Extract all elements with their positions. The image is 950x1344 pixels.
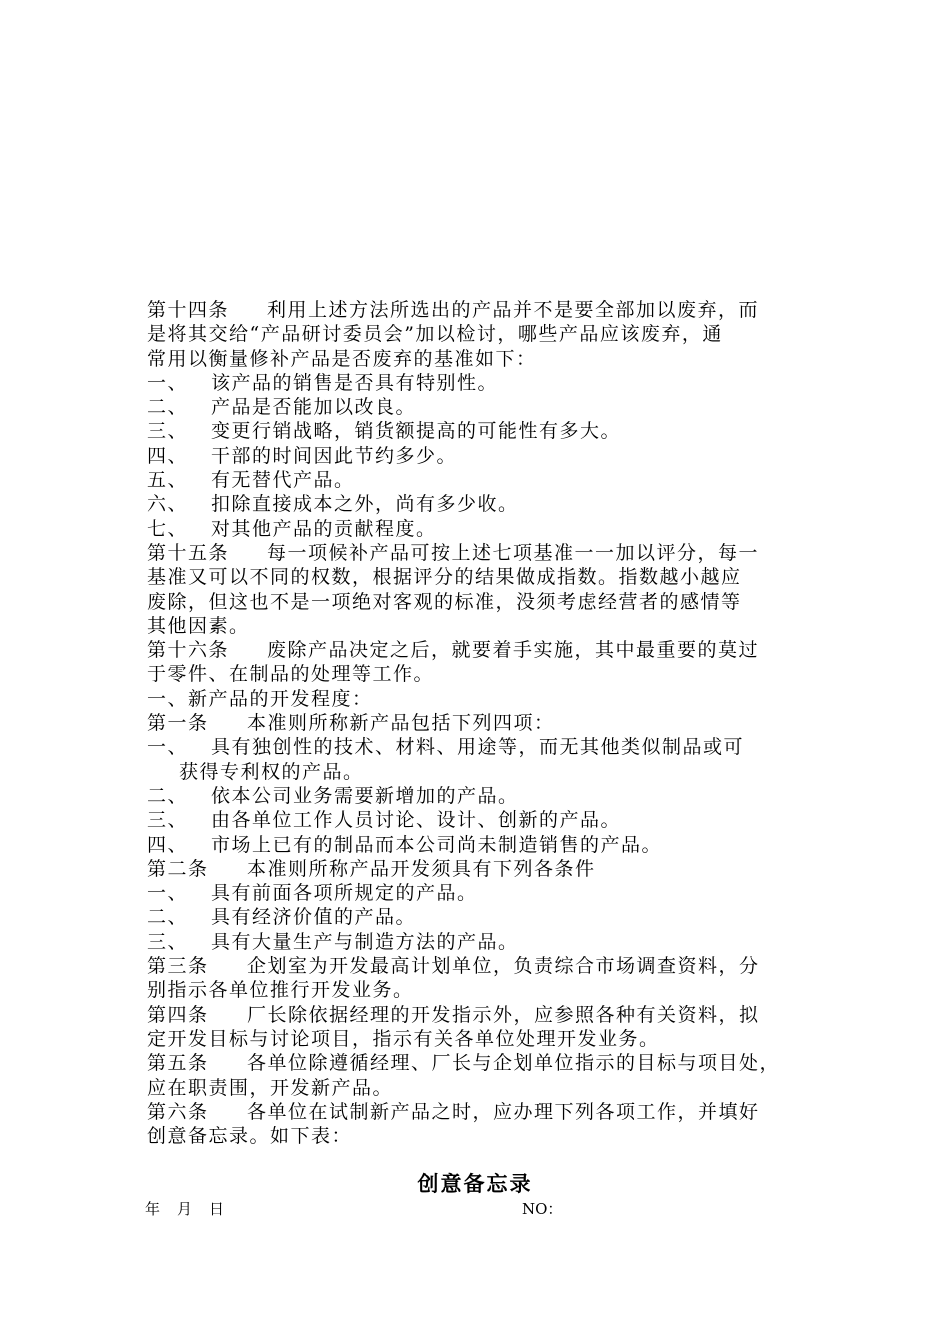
list-marker: 三、 xyxy=(147,930,189,953)
list-item xyxy=(147,930,817,954)
article-14 xyxy=(147,298,817,371)
list-marker: 三、 xyxy=(147,809,189,832)
list-item xyxy=(147,419,817,443)
paragraph-line: 基准又可以不同的权数，根据评分的结果做成指数。指数越小越应 xyxy=(147,566,742,589)
list-text: 对其他产品的贡献程度。 xyxy=(211,517,437,540)
list-text: 有无替代产品。 xyxy=(211,469,355,492)
list-marker: 三、 xyxy=(147,420,189,443)
list-marker: 七、 xyxy=(147,517,189,540)
paragraph-line: 创意备忘录。如下表： xyxy=(147,1125,353,1148)
paragraph-line: 本准则所称产品开发须具有下列各条件 xyxy=(247,857,596,880)
article-5 xyxy=(147,1051,817,1100)
list-item xyxy=(147,833,817,857)
paragraph-line: 本准则所称新产品包括下列四项： xyxy=(247,712,555,735)
list-marker: 一、 xyxy=(147,882,189,905)
article-heading: 第六条 xyxy=(147,1100,209,1123)
memo-number-label: NO： xyxy=(522,1200,563,1218)
article-1 xyxy=(147,711,817,735)
list-text: 市场上已有的制品而本公司尚未制造销售的产品。 xyxy=(211,833,663,856)
list-item xyxy=(147,492,817,516)
article-3 xyxy=(147,954,817,1003)
article-16 xyxy=(147,638,817,687)
list-item xyxy=(147,395,817,419)
paragraph-line: 废除，但这也不是一项绝对客观的标准，没须考虑经营者的感情等 xyxy=(147,590,742,613)
paragraph-line: 企划室为开发最高计划单位，负责综合市场调查资料，分 xyxy=(247,955,760,978)
list-item-first-line xyxy=(147,735,817,759)
list-text: 干部的时间因此节约多少。 xyxy=(211,444,458,467)
paragraph-line: 别指示各单位推行开发业务。 xyxy=(147,979,414,1002)
list-item xyxy=(147,468,817,492)
article-heading: 第四条 xyxy=(147,1003,209,1026)
list-text: 变更行销战略，销货额提高的可能性有多大。 xyxy=(211,420,622,443)
article-heading: 第十六条 xyxy=(147,639,230,662)
paragraph-line: 是将其交给“产品研讨委员会”加以检讨，哪些产品应该废弃，通 xyxy=(147,323,723,346)
list-marker: 四、 xyxy=(147,444,189,467)
section-title: 一、新产品的开发程度： xyxy=(147,687,373,710)
list-marker: 二、 xyxy=(147,784,189,807)
paragraph-line: 定开发目标与讨论项目，指示有关各单位处理开发业务。 xyxy=(147,1027,660,1050)
paragraph-line: 于零件、在制品的处理等工作。 xyxy=(147,663,435,686)
article-2 xyxy=(147,857,817,881)
list-item xyxy=(147,808,817,832)
paragraph-line: 常用以衡量修补产品是否废弃的基准如下： xyxy=(147,347,537,370)
paragraph-line: 废除产品决定之后，就要着手实施，其中最重要的莫过 xyxy=(267,639,760,662)
list-text: 产品是否能加以改良。 xyxy=(211,396,417,419)
list-marker: 六、 xyxy=(147,493,189,516)
list-item xyxy=(147,905,817,929)
paragraph-line: 厂长除依据经理的开发指示外，应参照各种有关资料，拟 xyxy=(247,1003,760,1026)
list-text: 由各单位工作人员讨论、设计、创新的产品。 xyxy=(211,809,622,832)
list-item xyxy=(147,517,817,541)
memo-date-label: 年 月 日 xyxy=(145,1200,226,1218)
paragraph-line: 应在职责围，开发新产品。 xyxy=(147,1076,394,1099)
paragraph-line: 利用上述方法所选出的产品并不是要全部加以废弃，而 xyxy=(267,299,760,321)
list-item xyxy=(147,881,817,905)
list-item xyxy=(147,784,817,808)
article-heading: 第十五条 xyxy=(147,541,230,564)
list-marker: 一、 xyxy=(147,371,189,394)
list-marker: 四、 xyxy=(147,833,189,856)
document-body xyxy=(147,298,817,1148)
article-4 xyxy=(147,1003,817,1052)
list-text: 具有大量生产与制造方法的产品。 xyxy=(211,930,519,953)
list-item xyxy=(147,444,817,468)
list-marker: 一、 xyxy=(147,736,189,759)
list-item xyxy=(147,735,817,784)
list-text: 具有前面各项所规定的产品。 xyxy=(211,882,478,905)
article-6 xyxy=(147,1100,817,1149)
article-heading: 第十四条 xyxy=(147,299,230,321)
paragraph-line: 每一项候补产品可按上述七项基准一一加以评分，每一 xyxy=(267,541,760,564)
list-text: 扣除直接成本之外，尚有多少收。 xyxy=(211,493,519,516)
article-heading: 第三条 xyxy=(147,955,209,978)
list-text: 具有独创性的技术、材料、用途等，而无其他类似制品或可 xyxy=(211,736,745,759)
list-item xyxy=(147,371,817,395)
article-heading: 第一条 xyxy=(147,712,209,735)
article-15 xyxy=(147,541,817,638)
article-heading: 第五条 xyxy=(147,1052,209,1075)
paragraph-line: 其他因素。 xyxy=(147,614,250,637)
list-text: 依本公司业务需要新增加的产品。 xyxy=(211,784,519,807)
list-marker: 二、 xyxy=(147,906,189,929)
list-text: 该产品的销售是否具有特别性。 xyxy=(211,371,499,394)
list-marker: 二、 xyxy=(147,396,189,419)
list-text: 具有经济价值的产品。 xyxy=(211,906,417,929)
paragraph-line: 各单位除遵循经理、厂长与企划单位指示的目标与项目处， xyxy=(247,1052,781,1075)
list-marker: 五、 xyxy=(147,469,189,492)
paragraph-line: 各单位在试制新产品之时，应办理下列各项工作，并填好 xyxy=(247,1100,760,1123)
memo-title: 创意备忘录 xyxy=(417,1171,533,1196)
article-heading: 第二条 xyxy=(147,857,209,880)
list-text-continuation: 获得专利权的产品。 xyxy=(179,760,364,783)
